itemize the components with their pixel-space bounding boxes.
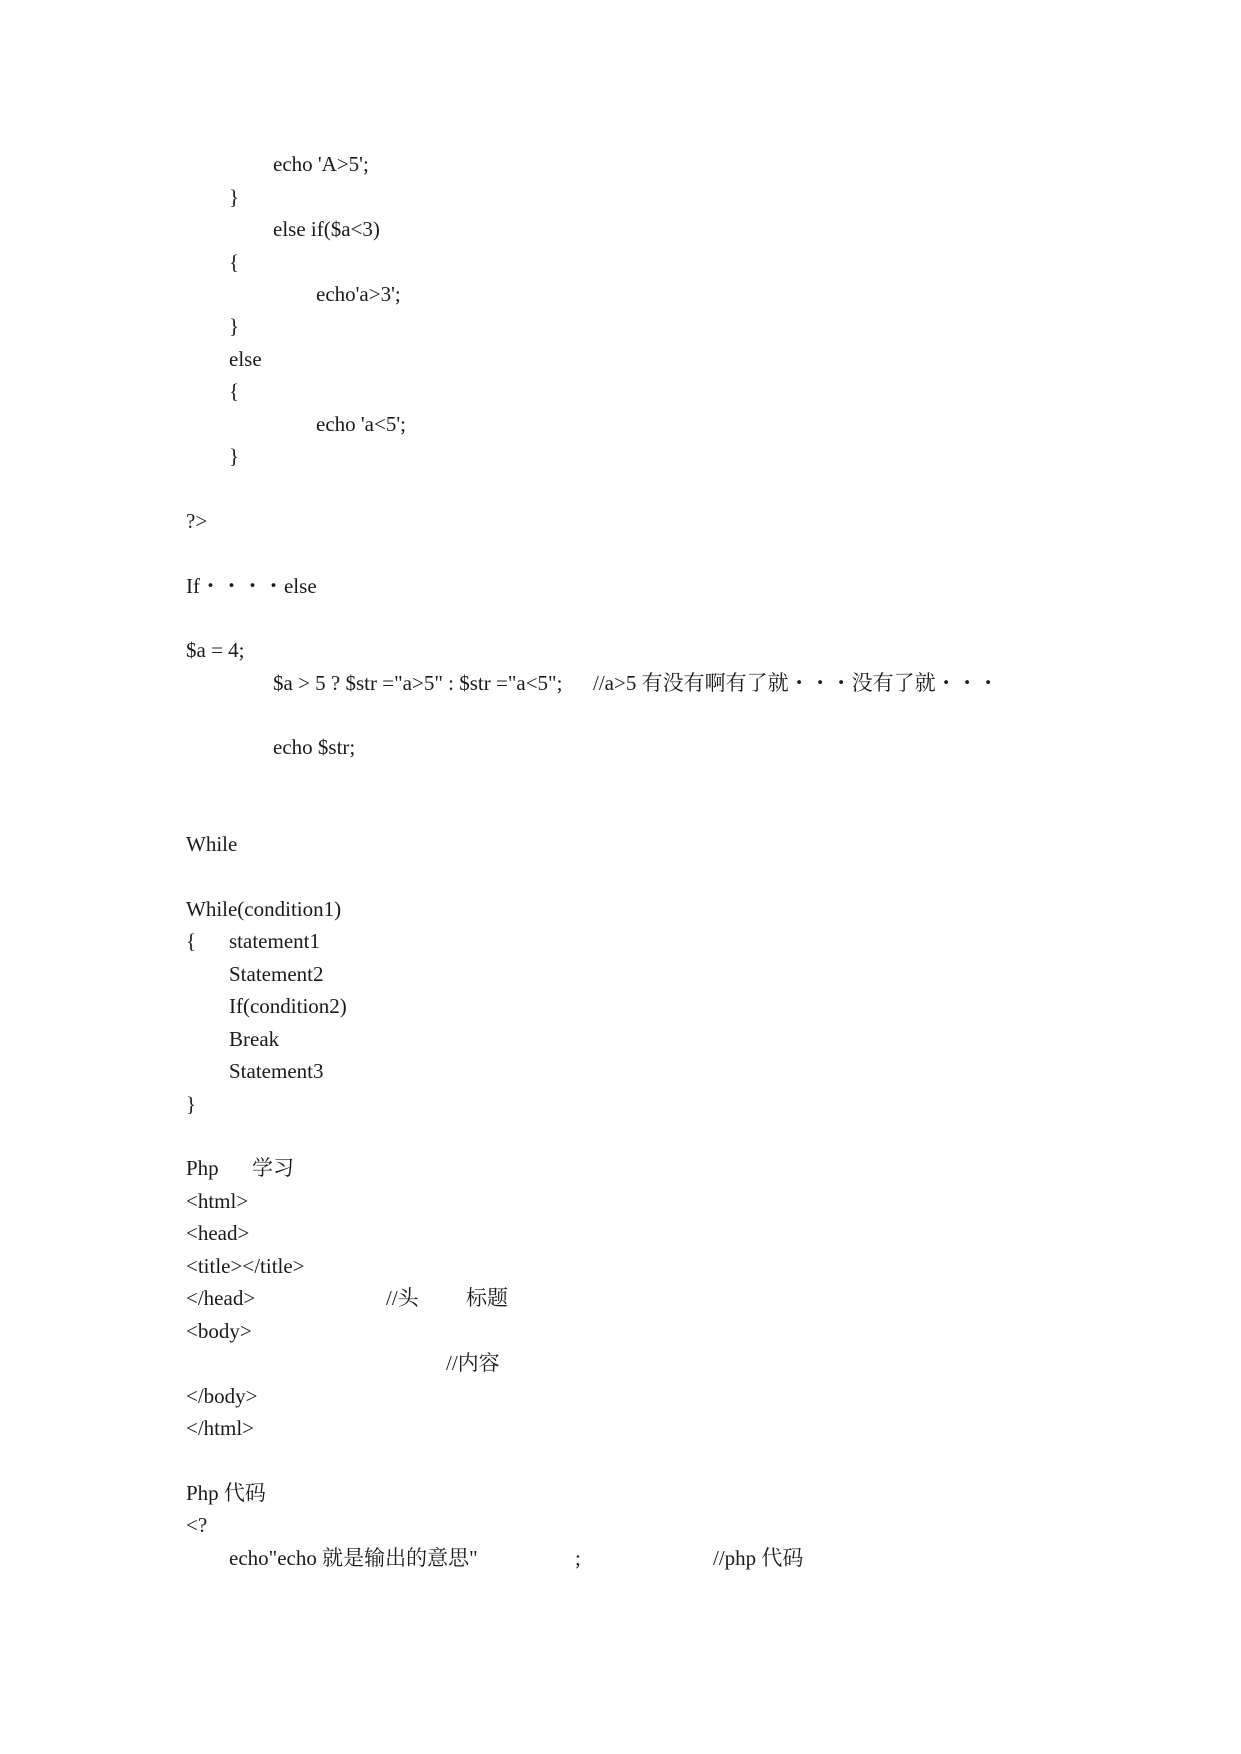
code-line: $a = 4;: [186, 638, 245, 662]
code-line: echo 'a<5';: [316, 412, 406, 436]
code-line: </html>: [186, 1416, 255, 1440]
code-line: </body>: [186, 1384, 258, 1408]
code-line: Statement3: [229, 1059, 324, 1083]
section-heading: If・・・・else: [186, 574, 317, 598]
code-line: If(condition2): [229, 994, 347, 1018]
code-line: statement1: [229, 929, 320, 953]
code-line: echo 'A>5';: [273, 152, 369, 176]
code-line: echo'a>3';: [316, 282, 401, 306]
code-line: ?>: [186, 509, 208, 533]
code-comment: //头: [386, 1286, 419, 1310]
code-comment: //php 代码: [713, 1546, 804, 1570]
code-line: echo"echo 就是输出的意思": [229, 1546, 478, 1570]
code-line: <?: [186, 1513, 208, 1537]
code-line: </head>: [186, 1286, 256, 1310]
code-comment: //内容: [446, 1351, 500, 1375]
code-line: {: [229, 250, 240, 274]
code-line: }: [186, 1092, 197, 1116]
code-line: ;: [575, 1546, 581, 1570]
code-line: echo $str;: [273, 735, 356, 759]
code-comment: //a>5 有没有啊有了就・・・没有了就・・・: [593, 671, 999, 695]
code-line: {: [186, 929, 197, 953]
code-line: <title></title>: [186, 1254, 305, 1278]
section-heading: 学习: [252, 1156, 294, 1180]
code-line: <html>: [186, 1189, 249, 1213]
code-line: }: [229, 444, 240, 468]
code-line: }: [229, 185, 240, 209]
code-line: Statement2: [229, 962, 324, 986]
code-line: {: [229, 379, 240, 403]
code-line: <body>: [186, 1319, 252, 1343]
code-line: else if($a<3): [273, 217, 380, 241]
section-heading: Php: [186, 1156, 219, 1180]
section-heading: Php 代码: [186, 1481, 266, 1505]
section-heading: While: [186, 832, 238, 856]
code-line: <head>: [186, 1221, 250, 1245]
code-comment: 标题: [466, 1286, 508, 1310]
code-line: }: [229, 314, 240, 338]
code-line: $a > 5 ? $str ="a>5" : $str ="a<5";: [273, 671, 563, 695]
code-line: Break: [229, 1027, 280, 1051]
code-line: else: [229, 347, 262, 371]
code-line: While(condition1): [186, 897, 342, 921]
